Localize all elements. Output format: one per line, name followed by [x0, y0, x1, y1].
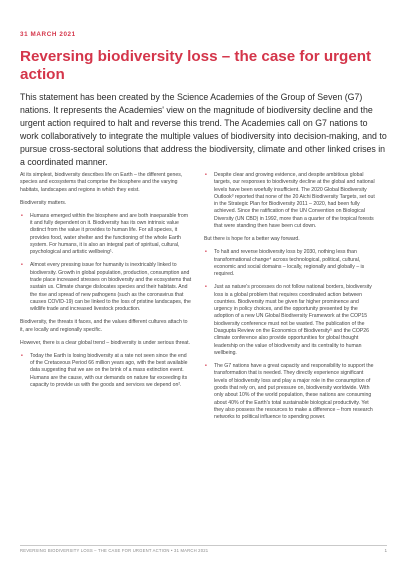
paragraph: However, there is a clear global trend – biodiversity is under serious threat.	[20, 339, 191, 346]
list-item-text: Humans emerged within the biosphere and are both inseparable from it and fully dependent on it. Biodiversity has its own intrinsic value distinct from the value it provides to human life. For all species, it provides food, water shelter and the functioning of the whole Earth system. For humans, it is also an integral part of spiritual, cultural, psychological and artistic wellbeing¹.	[30, 212, 189, 256]
page-title: Reversing biodiversity loss – the case for urgent action	[20, 48, 372, 83]
bullet-icon: •	[21, 262, 23, 269]
bullet-icon: •	[205, 249, 207, 256]
right-column	[204, 172, 376, 427]
bullet-icon: •	[21, 352, 23, 359]
bullet-list	[20, 213, 192, 314]
bullet-list	[204, 249, 376, 421]
bullet-icon: •	[205, 284, 207, 291]
list-item	[20, 262, 192, 313]
paragraph: Biodiversity, the threats it faces, and the values different cultures attach to it, are locally and regionally specific.	[20, 319, 188, 333]
publication-date: 31 MARCH 2021	[20, 31, 76, 38]
statement-page	[20, 0, 387, 566]
list-item-text: To halt and reverse biodiversity loss by 2030, nothing less than transformational change⁴ across technological, political, cultural, economic and social domains – locally, regionally and globally – is required.	[214, 249, 365, 278]
bullet-list	[20, 353, 192, 389]
bullet-icon: •	[205, 172, 207, 178]
intro-paragraph: This statement has been created by the Science Academies of the Group of Seven (G7) nations. It represents the Academies' view on the magnitude of biodiversity decline and the urgent action required to halt and reverse this trend. The Academies call on G7 nations to work collaboratively to integrate the multiple values of biodiversity into decision-making, and to pursue cross-sectoral solutions that address the biodiversity, climate and other linked crises in a coordinated manner.	[20, 92, 387, 168]
list-item	[204, 249, 376, 278]
paragraph: Biodiversity matters.	[20, 199, 67, 206]
bullet-icon: •	[205, 363, 207, 370]
list-item	[204, 363, 376, 421]
list-item-text: Almost every pressing issue for humanity is inextricably linked to biodiversity. Growth in global population, production, consumption and trade place increased stresses on biodiversity and the ecosystems that sustain us. Climate change dislocates species and their habitats. And the rise and spread of new pathogens (such as the coronavirus that causes COVID-19) can be linked to the loss of pristine landscapes, the wildlife trade and increased livestock production.	[30, 262, 192, 313]
paragraph: At its simplest, biodiversity describes life on Earth – the different genes, species and ecosystems that comprise the biosphere and the varying habitats, landscapes and regions in which they exist.	[20, 172, 183, 193]
left-column	[20, 172, 192, 395]
list-item-text: The G7 nations have a great capacity and responsibility to support the transformation that is needed. They directly experience significant levels of biodiversity loss and play a major role in the consumption of goods that rely on, and put pressure on, biodiversity worldwide. With only about 10% of the world population, these nations are consuming about 40% of the Earth's total sustainable biological productivity. Yet they also possess the resources to make a difference – from research networks to political influence to spending power.	[214, 363, 374, 421]
list-item	[204, 172, 376, 230]
footer-text: REVERSING BIODIVERSITY LOSS – THE CASE FOR URGENT ACTION • 31 MARCH 2021	[20, 548, 209, 553]
list-item	[204, 284, 376, 357]
bullet-icon: •	[21, 212, 23, 219]
bullet-list	[204, 172, 376, 230]
list-item-text: Just as nature's processes do not follow national borders, biodiversity loss is a global problem that requires coordinated action between countries. Biodiversity must be given far higher prominence and urgency in policy choices, and the opportunity presented by the adoption of a new UN Global Biodiversity Framework at the COP15 biodiversity conference must not be wasted. The publication of the Dasgupta Review on the Economics of Biodiversity⁵ and the COP26 climate conference also provide opportunities for global thought leadership on the value of biodiversity and its centrality to human wellbeing.	[214, 284, 372, 356]
footer-divider	[20, 545, 387, 546]
list-item	[20, 353, 192, 389]
page-number: 1	[384, 548, 387, 553]
list-item-text: Despite clear and growing evidence, and despite ambitious global targets, our responses to biodiversity decline at the global and national levels have been woefully insufficient. The 2020 Global Biodiversity Outlook³ reported that none of the 20 Aichi Biodiversity Targets, set out in the Strategic Plan for Biodiversity 2011 – 2020, had been fully achieved. Since the ratification of the UN Convention on Biological Diversity (UN CBD) in 1992, more than a quarter of the tropical forests that were standing then have been cut down.	[214, 172, 375, 230]
list-item-text: Today the Earth is losing biodiversity at a rate not seen since the end of the Cretaceous Period 66 million years ago, with the best available data suggesting that we are on the brink of a mass extinction event. Humans are the cause, with our demands on nature far exceeding its capacity to provide us with the goods and services we depend on².	[30, 352, 188, 388]
list-item	[20, 213, 192, 257]
paragraph: But there is hope for a better way forward.	[204, 236, 300, 243]
